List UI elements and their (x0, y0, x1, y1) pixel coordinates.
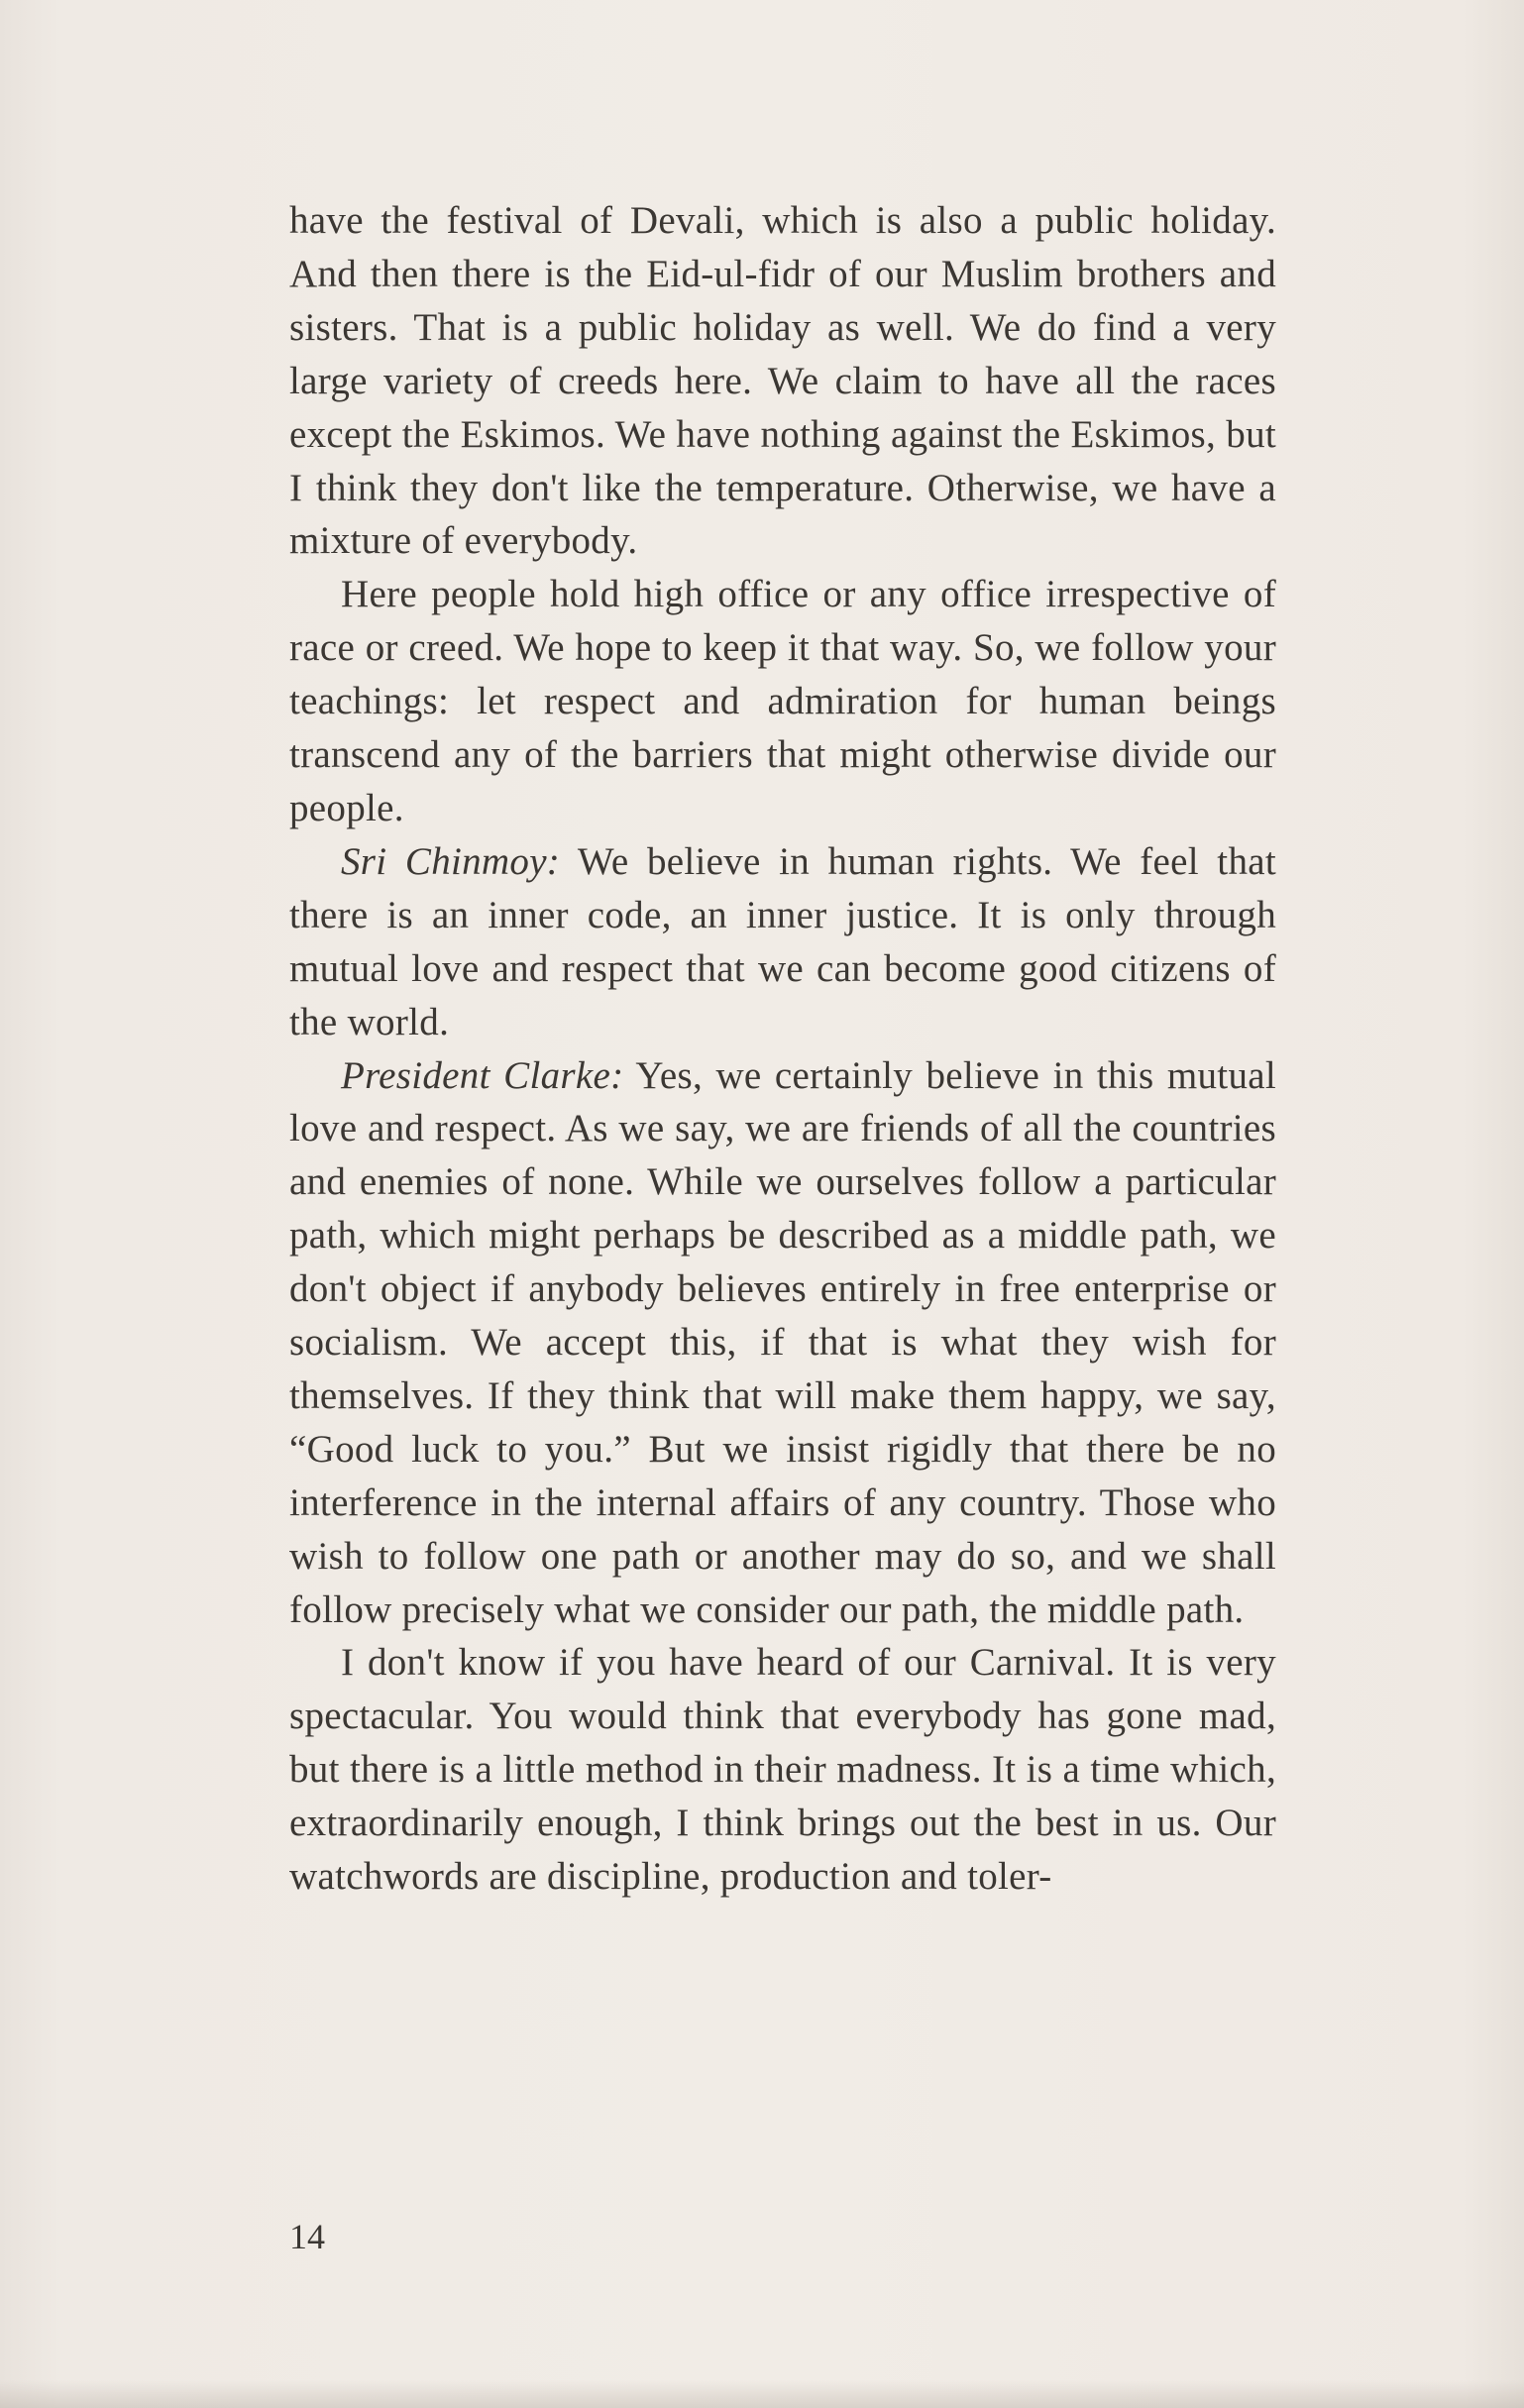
paragraph-4-text: Yes, we certainly believe in this mutual love and respect. As we say, we are friends of all the countries and enemies of none. While we ourselves follow a particular path, which might perhaps be described as a middle path, we don't object if anybody believes entirely in free enterprise or socialism. We accept this, if that is what they wish for themselves. If they think that will make them happy, we say, “Good luck to you.” But we insist rigidly that there be no interference in the internal affairs of any country. Those who wish to follow one path or another may do so, and we shall follow precisely what we consider our path, the middle path. (289, 1053, 1276, 1631)
paragraph-5 (289, 1636, 1276, 1904)
page-number: 14 (289, 2217, 325, 2256)
speaker-sri-chinmoy: Sri Chinmoy: (341, 839, 561, 883)
paragraph-2-text: Here people hold high office or any office irrespective of race or creed. We hope to keep it that way. So, we follow your teachings: let respect and admiration for human beings transcend any of the barriers that might otherwise divide our people. (289, 573, 1276, 829)
speaker-president-clarke: President Clarke: (341, 1053, 624, 1097)
page-bottom-shadow (0, 2380, 1524, 2408)
paragraph-5-text: I don't know if you have heard of our Carnival. It is very spectacular. You would think that everybody has gone mad, but there is a little method in their madness. It is a time which, extraordinarily enough, I think brings out the best in us. Our watchwords are discipline, production and toler- (289, 1641, 1276, 1899)
paragraph-2 (289, 568, 1276, 835)
paragraph-3 (289, 835, 1276, 1049)
paragraph-4 (289, 1049, 1276, 1637)
paragraph-3-text: We believe in human rights. We feel that there is an inner code, an inner justice. It is only through mutual love and respect that we can become good citizens of the world. (289, 839, 1276, 1043)
paragraph-1 (289, 194, 1276, 568)
body-text (289, 194, 1276, 1904)
paragraph-1-text: have the festival of Devali, which is also a public holiday. And then there is the Eid-ul-fidr of our Muslim brothers and sisters. That is a public holiday as well. We do find a very large variety of creeds here. We claim to have all the races except the Eskimos. We have nothing against the Eskimos, but I think they don't like the temperature. Otherwise, we have a mixture of everybody. (289, 199, 1276, 563)
